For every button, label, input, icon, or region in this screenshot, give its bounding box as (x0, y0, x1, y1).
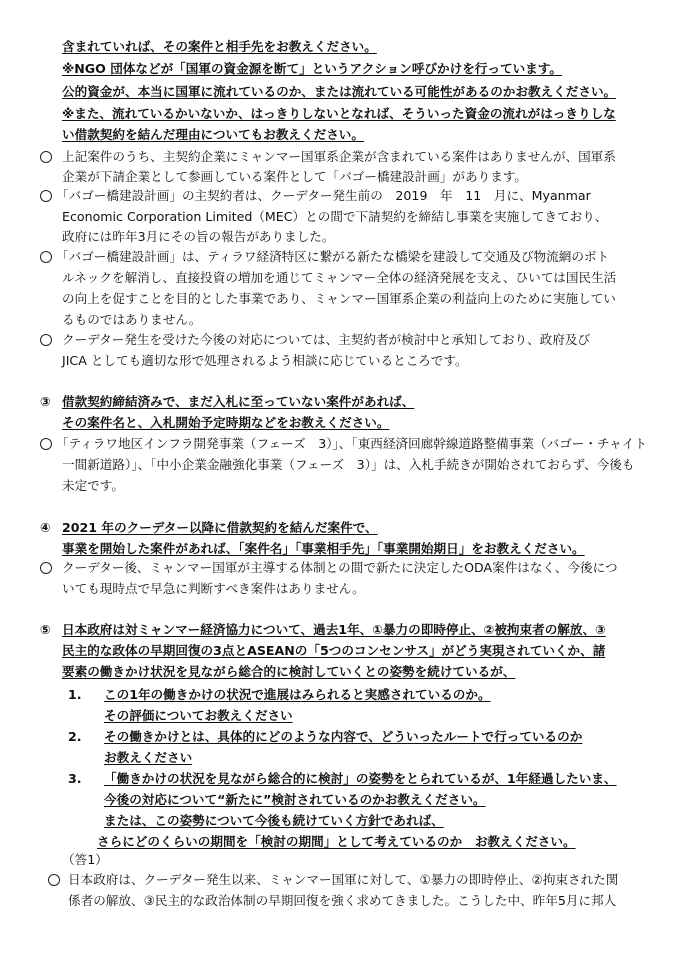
circle-bullet-icon (48, 874, 60, 886)
item-line: または、この姿勢について今後も続けていく方針であれば、 (104, 813, 444, 828)
answer-text: 「バゴー橋建設計画」の主契約者は、クーデター発生前の 2019 年 11 月に、Myanmar (56, 188, 591, 203)
circle-bullet-icon (40, 251, 52, 263)
question-line: 公的資金が、本当に国軍に流れているのか、または流れている可能性があるのかお教えください。 (62, 84, 617, 99)
answer-label: （答1） (62, 852, 108, 867)
answer-text: ルネックを解消し、直接投資の増加を通じてミャンマー全体の経済発展を支え、ひいては国民生活 (62, 270, 617, 285)
item-number: 3. (68, 771, 82, 786)
circle-bullet-icon (40, 438, 52, 450)
item-line: さらにどのくらいの期間を「検討の期間」として考えているのか お教えください。 (97, 834, 576, 849)
item-line: 今後の対応について“新たに”検討されているのかお教えください。 (104, 792, 486, 807)
question-line: その案件名と、入札開始予定時期などをお教えください。 (62, 415, 390, 430)
answer-text: Economic Corporation Limited（MEC）との間で下請契約を締結し事業を実施してきており、 (62, 209, 608, 224)
circle-bullet-icon (40, 151, 52, 163)
answer-text: の向上を促すことを目的とした事業であり、ミャンマー国軍系企業の利益向上のために実施してい (62, 291, 616, 306)
question-line: 借款契約締結済みで、まだ入札に至っていない案件があれば、 (62, 394, 415, 409)
answer-text: クーデター後、ミャンマー国軍が主導する体制との間で新たに決定したODA案件はなく、今後につ (62, 560, 618, 575)
item-line: その評価についてお教えください (104, 708, 293, 723)
answer-text: 日本政府は、クーデター発生以来、ミャンマー国軍に対して、①暴力の即時停止、②拘束された関 (68, 872, 619, 887)
question-line: 日本政府は対ミャンマー経済協力について、過去1年、①暴力の即時停止、②被拘束者の解放、③ (62, 622, 606, 637)
item-number: 2. (68, 729, 82, 744)
answer-text: るものではありません。 (62, 312, 202, 327)
answer-text: 「バゴー橋建設計画」は、ティラワ経済特区に繋がる新たな橋梁を建設して交通及び物流網のボト (56, 249, 610, 264)
question-line: 2021 年のクーデター以降に借款契約を結んだ案件で、 (62, 520, 378, 535)
item-line: お教えください (104, 750, 193, 765)
item-line: この1年の働きかけの状況で進展はみられると実感されているのか。 (104, 687, 491, 702)
question-line: 要素の働きかけ状況を見ながら総合的に検討していくとの姿勢を続けているが、 (62, 664, 516, 679)
question-line: い借款契約を結んだ理由についてもお教えください。 (62, 127, 364, 142)
question-line: 事業を開始した案件があれば、「案件名」「事業相手先」「事業開始期日」をお教えください。 (62, 541, 585, 556)
question-note: ※また、流れているかいないか、はっきりしないとなれば、そういった資金の流れがはっきりしな (62, 106, 616, 121)
question-number: ③ (40, 394, 51, 409)
answer-text: 係者の解放、③民主的な政治体制の早期回復を強く求めてきました。こうした中、昨年5月に邦人 (68, 893, 617, 908)
question-note: ※NGO 団体などが「国軍の資金源を断て」というアクション呼びかけを行っています。 (62, 61, 562, 76)
answer-text: 上記案件のうち、主契約企業にミャンマー国軍系企業が含まれている案件はありませんが、国軍系 (62, 149, 616, 164)
circle-bullet-icon (40, 334, 52, 346)
question-number: ⑤ (40, 622, 51, 637)
question-number: ④ (40, 520, 51, 535)
question-line: 含まれていれば、その案件と相手先をお教えください。 (62, 39, 377, 54)
circle-bullet-icon (40, 190, 52, 202)
item-line: その働きかけとは、具体的にどのような内容で、どういったルートで行っているのか (104, 729, 583, 744)
answer-text: 未定です。 (62, 478, 124, 493)
question-line: 民主的な政体の早期回復の3点とASEANの「5つのコンセンサス」がどう実現されていくか、諸 (62, 643, 606, 658)
answer-text: クーデター発生を受けた今後の対応については、主契約者が検討中と承知しており、政府及び (62, 332, 591, 347)
item-line: 「働きかけの状況を見ながら総合的に検討」の姿勢をとられているが、1年経過したいま、 (104, 771, 617, 786)
answer-text: いても現時点で早急に判断すべき案件はありません。 (62, 581, 365, 596)
answer-text: 企業が下請企業として参画している案件として「バゴー橋建設計画」があります。 (62, 169, 527, 184)
item-number: 1. (68, 687, 82, 702)
answer-text: JICA としても適切な形で処理されるよう相談に応じているところです。 (62, 353, 468, 368)
answer-text: 「ティラワ地区インフラ開発事業（フェーズ 3）」、「東西経済回廊幹線道路整備事業（バゴー・チャイト (56, 436, 647, 451)
answer-text: 政府には昨年3月にその旨の報告がありました。 (62, 229, 335, 244)
circle-bullet-icon (40, 562, 52, 574)
answer-text: 一間新道路）」、「中小企業金融強化事業（フェーズ 3）」は、入札手続きが開始されておらず、今後も (62, 457, 635, 472)
